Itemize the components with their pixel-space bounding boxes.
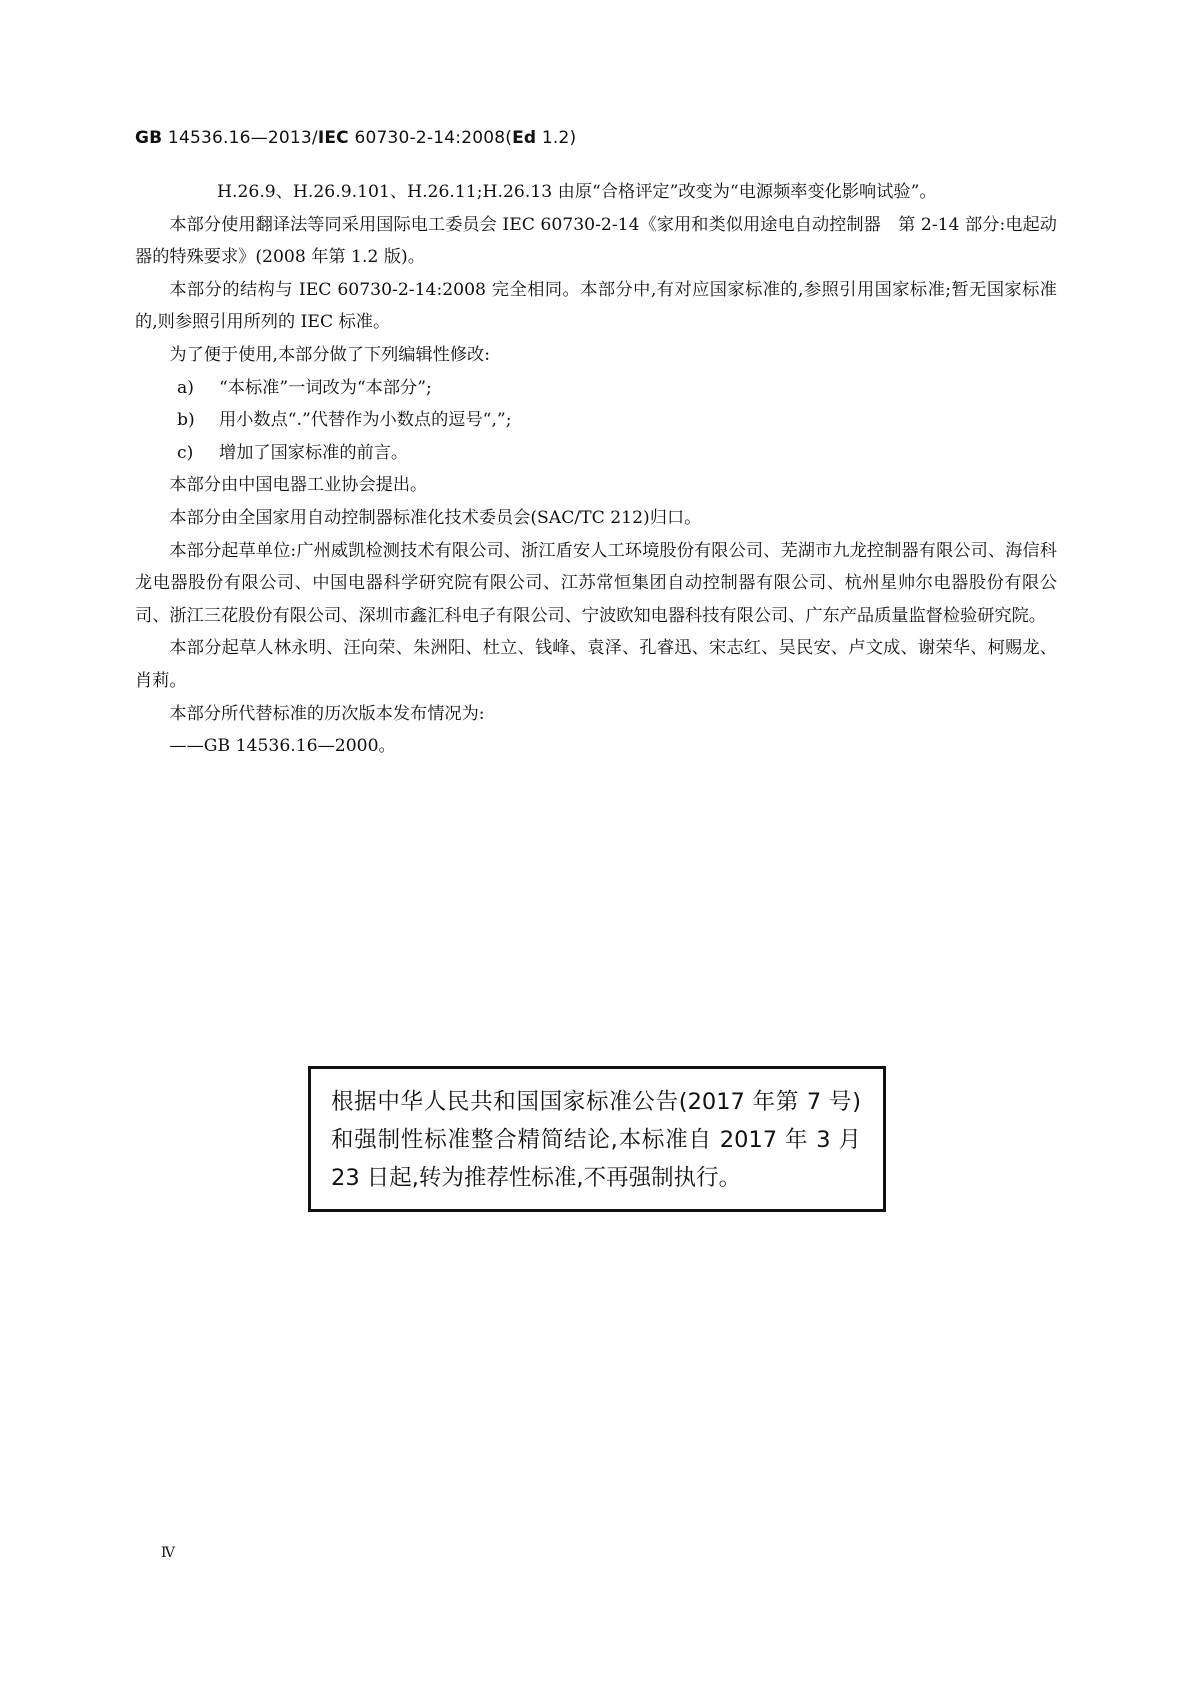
page-header — [135, 128, 576, 148]
notice-box — [308, 1066, 886, 1212]
paragraph-committee: 本部分由全国家用自动控制器标准化技术委员会(SAC/TC 212)归口。 — [169, 507, 702, 528]
edition-label: Ed — [512, 128, 537, 148]
list-item — [135, 372, 1057, 405]
iec-number: 60730-2-14:2008( — [354, 128, 513, 148]
paragraph-adoption: 本部分使用翻译法等同采用国际电工委员会 IEC 60730-2-14《家用和类似用途电自动控制器 第 2-14 部分:电起动器的特殊要求》(2008 年第 1.2 版)。 — [135, 214, 1057, 268]
paragraph-history-item: ——GB 14536.16—2000。 — [169, 736, 396, 757]
paragraph-history-intro: 本部分所代替标准的历次版本发布情况为: — [169, 703, 485, 724]
notice-text: 根据中华人民共和国国家标准公告(2017 年第 7 号)和强制性标准整合精简结论,本标准自 2017 年 3 月 23 日起,转为推荐性标准,不再强制执行。 — [331, 1089, 861, 1191]
paragraph-drafting-units: 本部分起草单位:广州威凯检测技术有限公司、浙江盾安人工环境股份有限公司、芜湖市九龙控制器有限公司、海信科龙电器股份有限公司、中国电器科学研究院有限公司、江苏常恒集团自动控制器有限公司、杭州星帅尔电器股份有限公司、浙江三花股份有限公司、深圳市鑫汇科电子有限公司、宁波欧知电器科技有限公司、广东产品质量监督检验研究院。 — [135, 540, 1057, 626]
iec-prefix: IEC — [317, 128, 349, 148]
list-item-text: 增加了国家标准的前言。 — [219, 442, 409, 463]
list-item-label: c) — [177, 442, 194, 463]
foreword-body — [135, 176, 1057, 763]
standard-number: 14536.16—2013/ — [167, 128, 318, 148]
list-item-text: 用小数点“.”代替作为小数点的逗号“,”; — [219, 410, 512, 431]
list-item — [135, 437, 1057, 470]
paragraph-structure: 本部分的结构与 IEC 60730-2-14:2008 完全相同。本部分中,有对应国家标准的,参照引用国家标准;暂无国家标准的,则参照引用所列的 IEC 标准。 — [135, 279, 1057, 333]
list-item-label: a) — [177, 377, 194, 398]
paragraph-clause-change: H.26.9、H.26.9.101、H.26.11;H.26.13 由原“合格评定”改变为“电源频率变化影响试验”。 — [217, 182, 937, 202]
paragraph-proposer: 本部分由中国电器工业协会提出。 — [169, 475, 428, 496]
standard-prefix: GB — [135, 128, 163, 148]
edition-number: 1.2) — [541, 128, 577, 148]
paragraph-drafters: 本部分起草人林永明、汪向荣、朱洲阳、杜立、钱峰、袁泽、孔睿迅、宋志红、吴民安、卢文成、谢荣华、柯赐龙、肖莉。 — [135, 638, 1057, 691]
paragraph-edits-intro: 为了便于使用,本部分做了下列编辑性修改: — [169, 344, 491, 365]
page-number: Ⅳ — [161, 1545, 175, 1561]
list-item-label: b) — [177, 410, 195, 431]
list-item — [135, 404, 1057, 437]
list-item-text: “本标准”一词改为“本部分”; — [219, 377, 432, 398]
